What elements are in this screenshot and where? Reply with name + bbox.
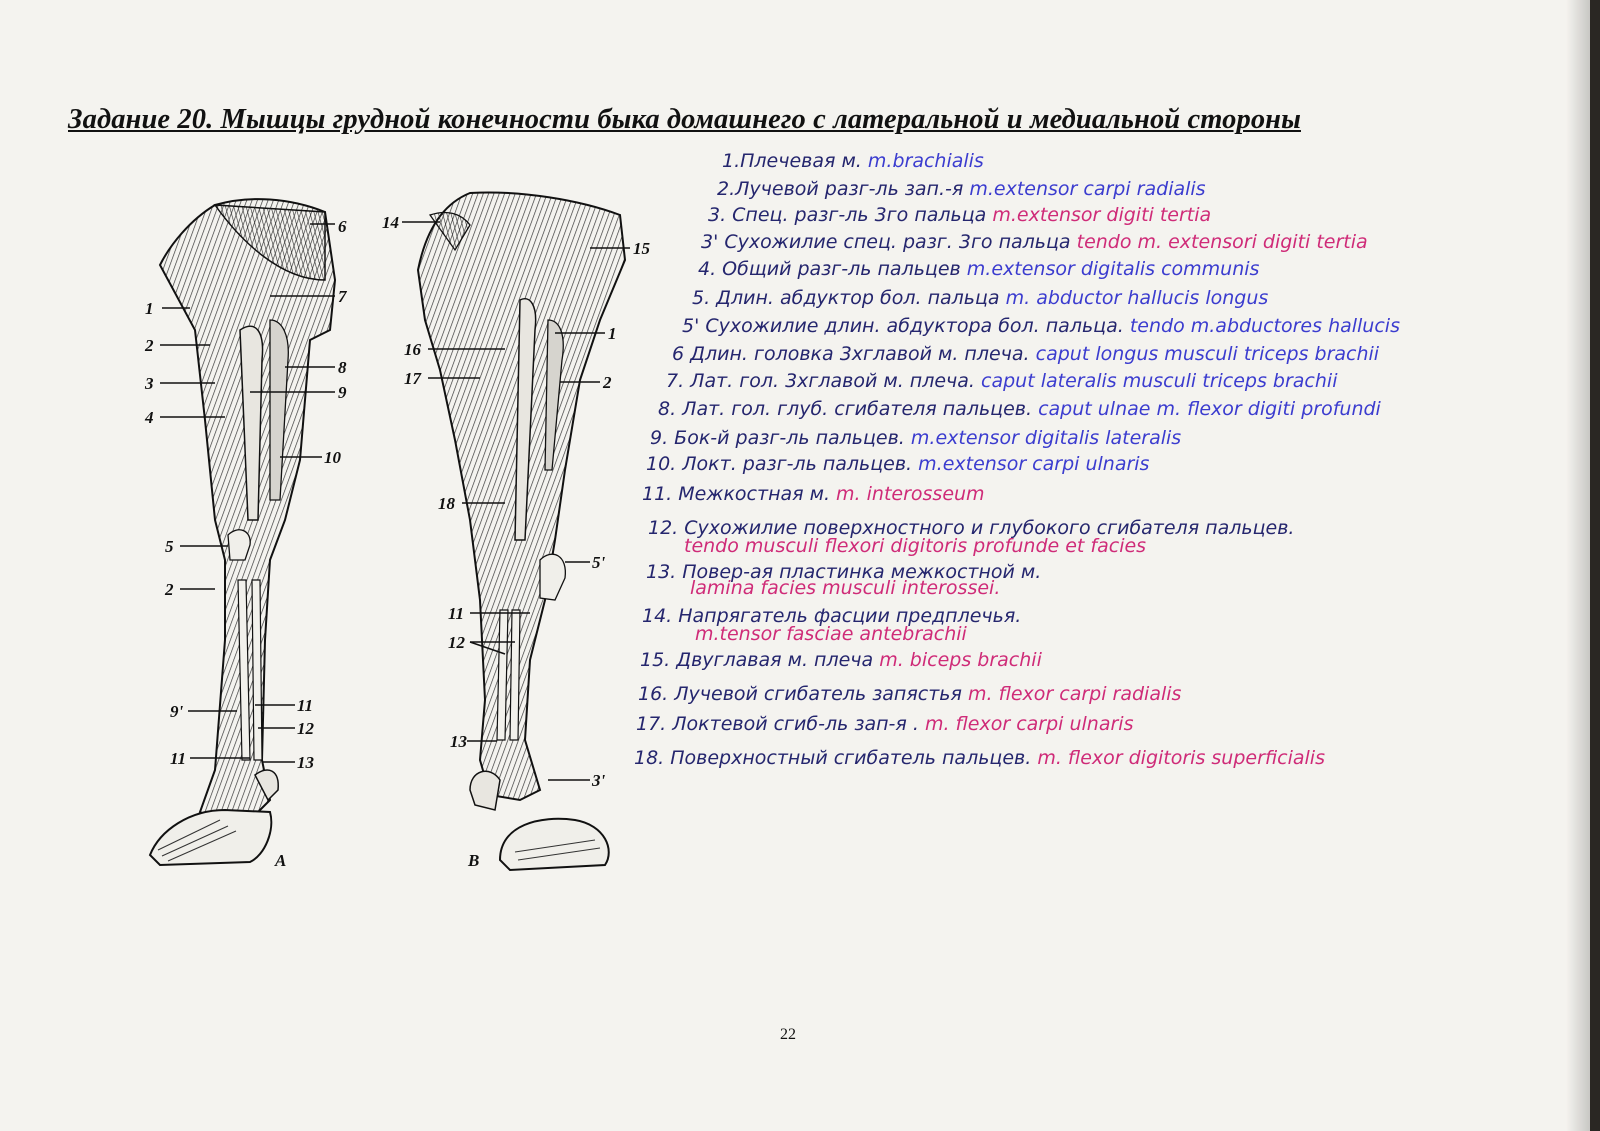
label-a-9: 9 [338, 383, 347, 402]
latin-term: m. flexor digitoris superficialis [1037, 747, 1325, 769]
label-a-9prime: 9' [170, 702, 184, 721]
label-a-12: 12 [297, 719, 314, 738]
answer-line-5: 5. Длин. абдуктор бол. пальца m. abductor hallucis longus [692, 287, 1269, 309]
answer-line-3: 3. Спец. разг-ль 3го пальца m.extensor digiti tertia [708, 204, 1212, 226]
panel-b-letter: B [468, 851, 480, 870]
label-a-6: 6 [338, 217, 347, 236]
answer-line-12: 12. Сухожилие поверхностного и глубокого сгибателя пальцев. [648, 517, 1295, 539]
label-b-17: 17 [404, 369, 421, 388]
latin-term: m. abductor hallucis longus [1005, 287, 1269, 309]
label-a-3: 3 [145, 374, 154, 393]
label-a-7: 7 [338, 287, 347, 306]
answer-line-9: 9. Бок-й разг-ль пальцев. m.extensor digitalis lateralis [650, 427, 1182, 449]
latin-term: caput longus musculi triceps brachii [1035, 343, 1380, 365]
label-a-4: 4 [145, 408, 154, 427]
label-b-16: 16 [404, 340, 421, 359]
latin-term: m.extensor carpi ulnaris [918, 453, 1150, 475]
latin-term: m.brachialis [867, 150, 984, 172]
answer-line-8: 8. Лат. гол. глуб. сгибателя пальцев. caput ulnae m. flexor digiti profundi [658, 398, 1381, 420]
label-b-1: 1 [608, 324, 617, 343]
answer-line-5prime: 5' Сухожилие длин. абдуктора бол. пальца. tendo m.abductores hallucis [682, 315, 1400, 337]
latin-term: m. interosseum [836, 483, 985, 505]
answer-line-15: 15. Двуглавая м. плеча m. biceps brachii [640, 649, 1042, 671]
label-a-1: 1 [145, 299, 154, 318]
label-b-13: 13 [450, 732, 467, 751]
label-a-11b: 11 [170, 749, 187, 768]
answer-line-17: 17. Локтевой сгиб-ль зап-я . m. flexor carpi ulnaris [636, 713, 1134, 735]
answer-line-3prime: 3' Сухожилие спец. разг. 3го пальца tendo m. extensori digiti tertia [701, 231, 1368, 253]
latin-term: m.extensor digitalis lateralis [910, 427, 1182, 449]
answer-line-11: 11. Межкостная м. m. interosseum [642, 483, 985, 505]
latin-term: m.extensor carpi radialis [969, 178, 1206, 200]
latin-term: m.extensor digiti tertia [992, 204, 1212, 226]
answer-line-7: 7. Лат. гол. 3хглавой м. плеча. caput lateralis musculi triceps brachii [666, 370, 1338, 392]
page-number: 22 [780, 1026, 796, 1043]
answer-line-12-latin: tendo musculi flexori digitoris profunde et facies [684, 535, 1147, 557]
latin-term: m. flexor carpi ulnaris [924, 713, 1134, 735]
latin-term: m. flexor carpi radialis [967, 683, 1182, 705]
page-title: Задание 20. Мышцы грудной конечности быка домашнего с латеральной и медиальной стороны [68, 104, 1301, 135]
answer-line-14-latin: m.tensor fasciae antebrachii [695, 623, 967, 645]
label-b-14: 14 [382, 213, 399, 232]
label-a-11: 11 [297, 696, 314, 715]
answer-line-10: 10. Локт. разг-ль пальцев. m.extensor carpi ulnaris [646, 453, 1150, 475]
latin-term: m.extensor digitalis communis [966, 258, 1260, 280]
answer-line-14: 14. Напрягатель фасции предплечья. [642, 605, 1022, 627]
leg-illustration-medial [418, 192, 625, 870]
label-a-8: 8 [338, 358, 347, 377]
latin-term: m. biceps brachii [879, 649, 1042, 671]
answer-line-2: 2.Лучевой разг-ль зап.-я m.extensor carpi radialis [717, 178, 1206, 200]
label-a-13: 13 [297, 753, 314, 772]
answer-line-16: 16. Лучевой сгибатель запястья m. flexor carpi radialis [638, 683, 1182, 705]
answer-line-18: 18. Поверхностный сгибатель пальцев. m. flexor digitoris superficialis [634, 747, 1325, 769]
answer-line-6: 6 Длин. головка 3хглавой м. плеча. caput longus musculi triceps brachii [672, 343, 1380, 365]
latin-term: caput lateralis musculi triceps brachii [981, 370, 1338, 392]
label-a-10: 10 [324, 448, 341, 467]
label-a-5: 5 [165, 537, 174, 556]
latin-term: tendo m. extensori digiti tertia [1076, 231, 1368, 253]
label-b-18: 18 [438, 494, 455, 513]
answer-line-4: 4. Общий разг-ль пальцев m.extensor digitalis communis [698, 258, 1260, 280]
label-b-15: 15 [633, 239, 650, 258]
latin-term: tendo m.abductores hallucis [1129, 315, 1400, 337]
label-b-5prime: 5' [592, 553, 606, 572]
latin-term: caput ulnae m. flexor digiti profundi [1038, 398, 1381, 420]
label-b-11: 11 [448, 604, 465, 623]
answer-line-13: 13. Повер-ая пластинка межкостной м. [646, 561, 1042, 583]
label-b-12: 12 [448, 633, 465, 652]
label-a-2b: 2 [165, 580, 174, 599]
answer-line-13-latin: lamina facies musculi interossei. [690, 577, 1001, 599]
label-a-2: 2 [145, 336, 154, 355]
label-b-2: 2 [603, 373, 612, 392]
label-b-3prime: 3' [592, 771, 606, 790]
answer-line-1: 1.Плечевая м. m.brachialis [722, 150, 984, 172]
panel-a-letter: A [275, 851, 287, 870]
